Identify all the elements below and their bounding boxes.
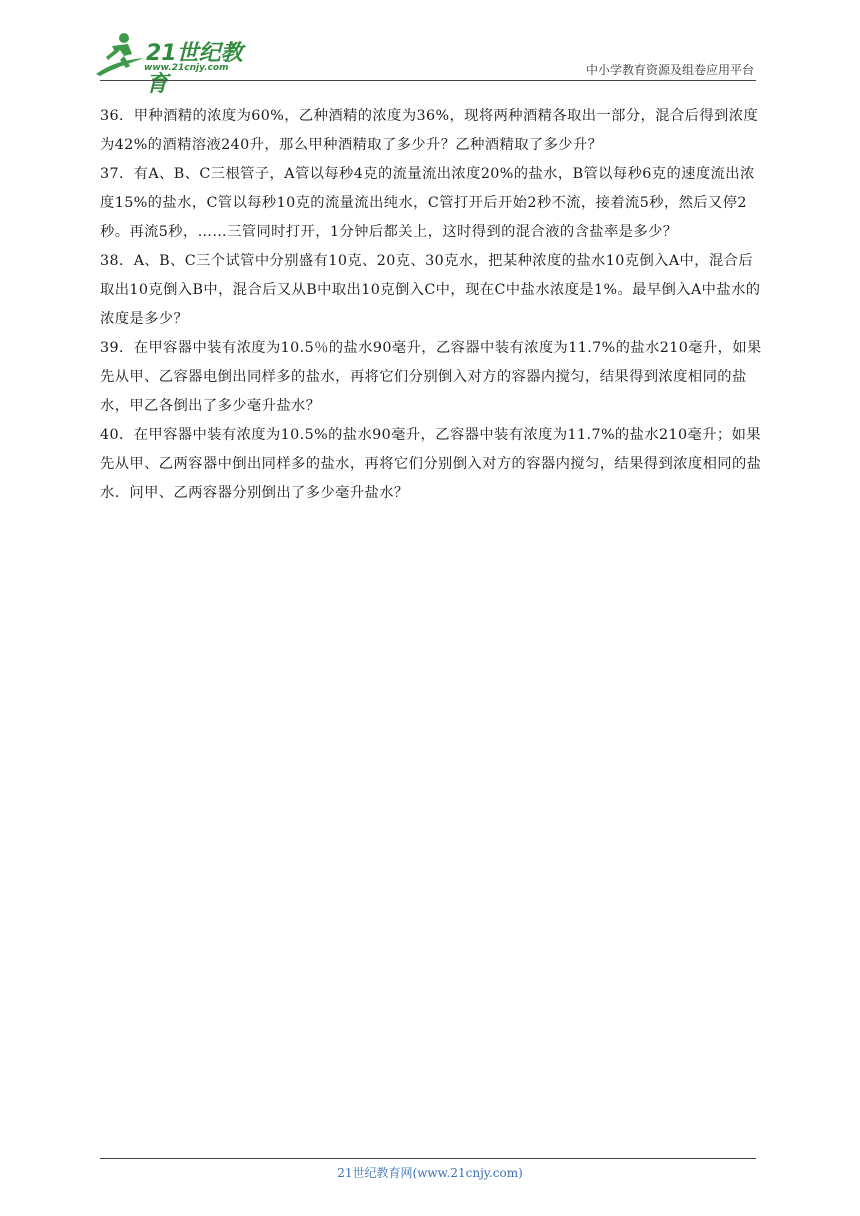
question-36: 36．甲种酒精的浓度为60%，乙种酒精的浓度为36%，现将两种酒精各取出一部分，混合后得到浓度为42%的酒精溶液240升，那么甲种酒精取了多少升？乙种酒精取了多少升？: [100, 108, 759, 153]
question-40: 40．在甲容器中装有浓度为10.5%的盐水90毫升，乙容器中装有浓度为11.7%的盐水210毫升；如果先从甲、乙两容器中倒出同样多的盐水，再将它们分别倒入对方的容器内搅匀，结果得到浓度相同的盐水．问甲、乙两容器分别倒出了多少毫升盐水？: [100, 427, 762, 501]
page-header: [0, 0, 860, 97]
question-38: 38．A、B、C三个试管中分别盛有10克、20克、30克水，把某种浓度的盐水10克倒入A中，混合后取出10克倒入B中，混合后又从B中取出10克倒入C中，现在C中盐水浓度是1%。最早倒入A中盐水的浓度是多少？: [100, 253, 761, 327]
site-logo[interactable]: [94, 30, 264, 97]
logo-text: 21世纪教育: [146, 41, 243, 97]
question-list: [100, 102, 764, 508]
footer-divider: [100, 1158, 756, 1159]
platform-name: 中小学教育资源及组卷应用平台: [585, 63, 754, 77]
runner-logo-icon: [94, 30, 146, 78]
question-39: 39．在甲容器中装有浓度为10.5％的盐水90毫升，乙容器中装有浓度为11.7%的盐水210毫升，如果先从甲、乙容器电倒出同样多的盐水，再将它们分别倒入对方的容器内搅匀，结果得到浓度相同的盐水，甲乙各倒出了多少毫升盐水？: [100, 340, 762, 414]
header-divider: [100, 80, 756, 81]
question-37: 37．有A、B、C三根管子，A管以每秒4克的流量流出浓度20%的盐水，B管以每秒6克的速度流出浓度15%的盐水，C管以每秒10克的流量流出纯水，C管打开后开始2秒不流，接着流5秒，然后又停2秒。再流5秒，……三管同时打开，1分钟后都关上，这时得到的混合液的含盐率是多少？: [100, 166, 755, 240]
footer-link[interactable]: 21世纪教育网(www.21cnjy.com): [337, 1166, 523, 1180]
logo-url: www.21cnjy.com: [144, 63, 229, 73]
